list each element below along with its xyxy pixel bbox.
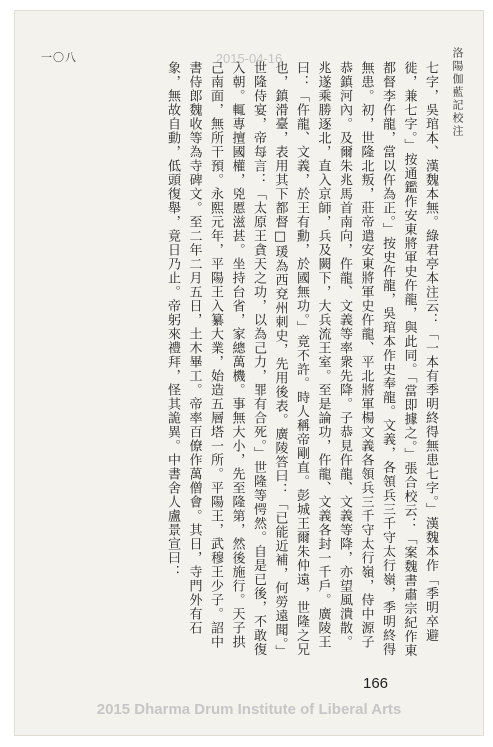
- document-page: [14, 10, 484, 736]
- running-header-title: 洛陽伽藍記校注: [451, 47, 464, 138]
- watermark-footer: 2015 Dharma Drum Institute of Liberal Arts: [96, 701, 402, 718]
- page-number: 一〇八: [41, 51, 77, 64]
- body-text-block: [21, 61, 441, 661]
- scan-page-number: 166: [363, 675, 389, 692]
- body-paragraph: 七字，吳琯本、漢魏本無。綠君亭本注云：「一本有季明終得無患七字。」漢魏本作「季明卒避徙，兼七字。」按通鑑作安東將軍史仵龍，與此同。「當即據之。」張合校云：「案魏書肅宗紀作東都督李仵龍，當以仵為正。」按史仵龍，吳琯本作史奉龍。文義，各領兵三千守太行嶺，季明終得無患。初，世隆北叛，莊帝遣安東將軍史仵龍、平北將軍楊文義各領兵三千守太行嶺，侍中源子恭鎮河內。及爾朱兆馬首南向，仵龍、文義等率衆先降。子恭見仵龍、文義等降，亦望風潰散。兆遂乘勝逐北，直入京師，兵及闕下，大兵流王室。至是論功，仵龍、文義各封一千戶。廣陵王曰：「仵龍、文義，於王有勳，於國無功。」竟不許。時人稱帝剛直。彭城王爾朱仲遠，世隆之兄也，鎮滑臺，表用其下都督□瑗為西兗州刺史，先用後表。廣陵答曰：「已能近補，何勞遠聞。」世隆侍宴，帝每言：「太原王貪天之功，以為己力，罪有合死。」世隆等愕然。自是已後，不敢復入朝。輒專擅國權，兇慝滋甚。坐持台省，家總萬機。事無大小，先至隆第，然後施行。天子拱己南面，無所干預。永熙元年，平陽王入纂大業，始造五層塔一所。平陽王，武穆王少子。詔中書侍郎魏收等為寺碑文。至二年二月五日，土木畢工。帝率百僚作萬僧會。其日，寺門外有石象，無故自動，低頭復舉，竟日乃止。帝躬來禮拜，怪其詭異。中書舍人盧景宣曰：: [165, 61, 438, 659]
- watermark-date: 2015-04-16: [215, 51, 283, 66]
